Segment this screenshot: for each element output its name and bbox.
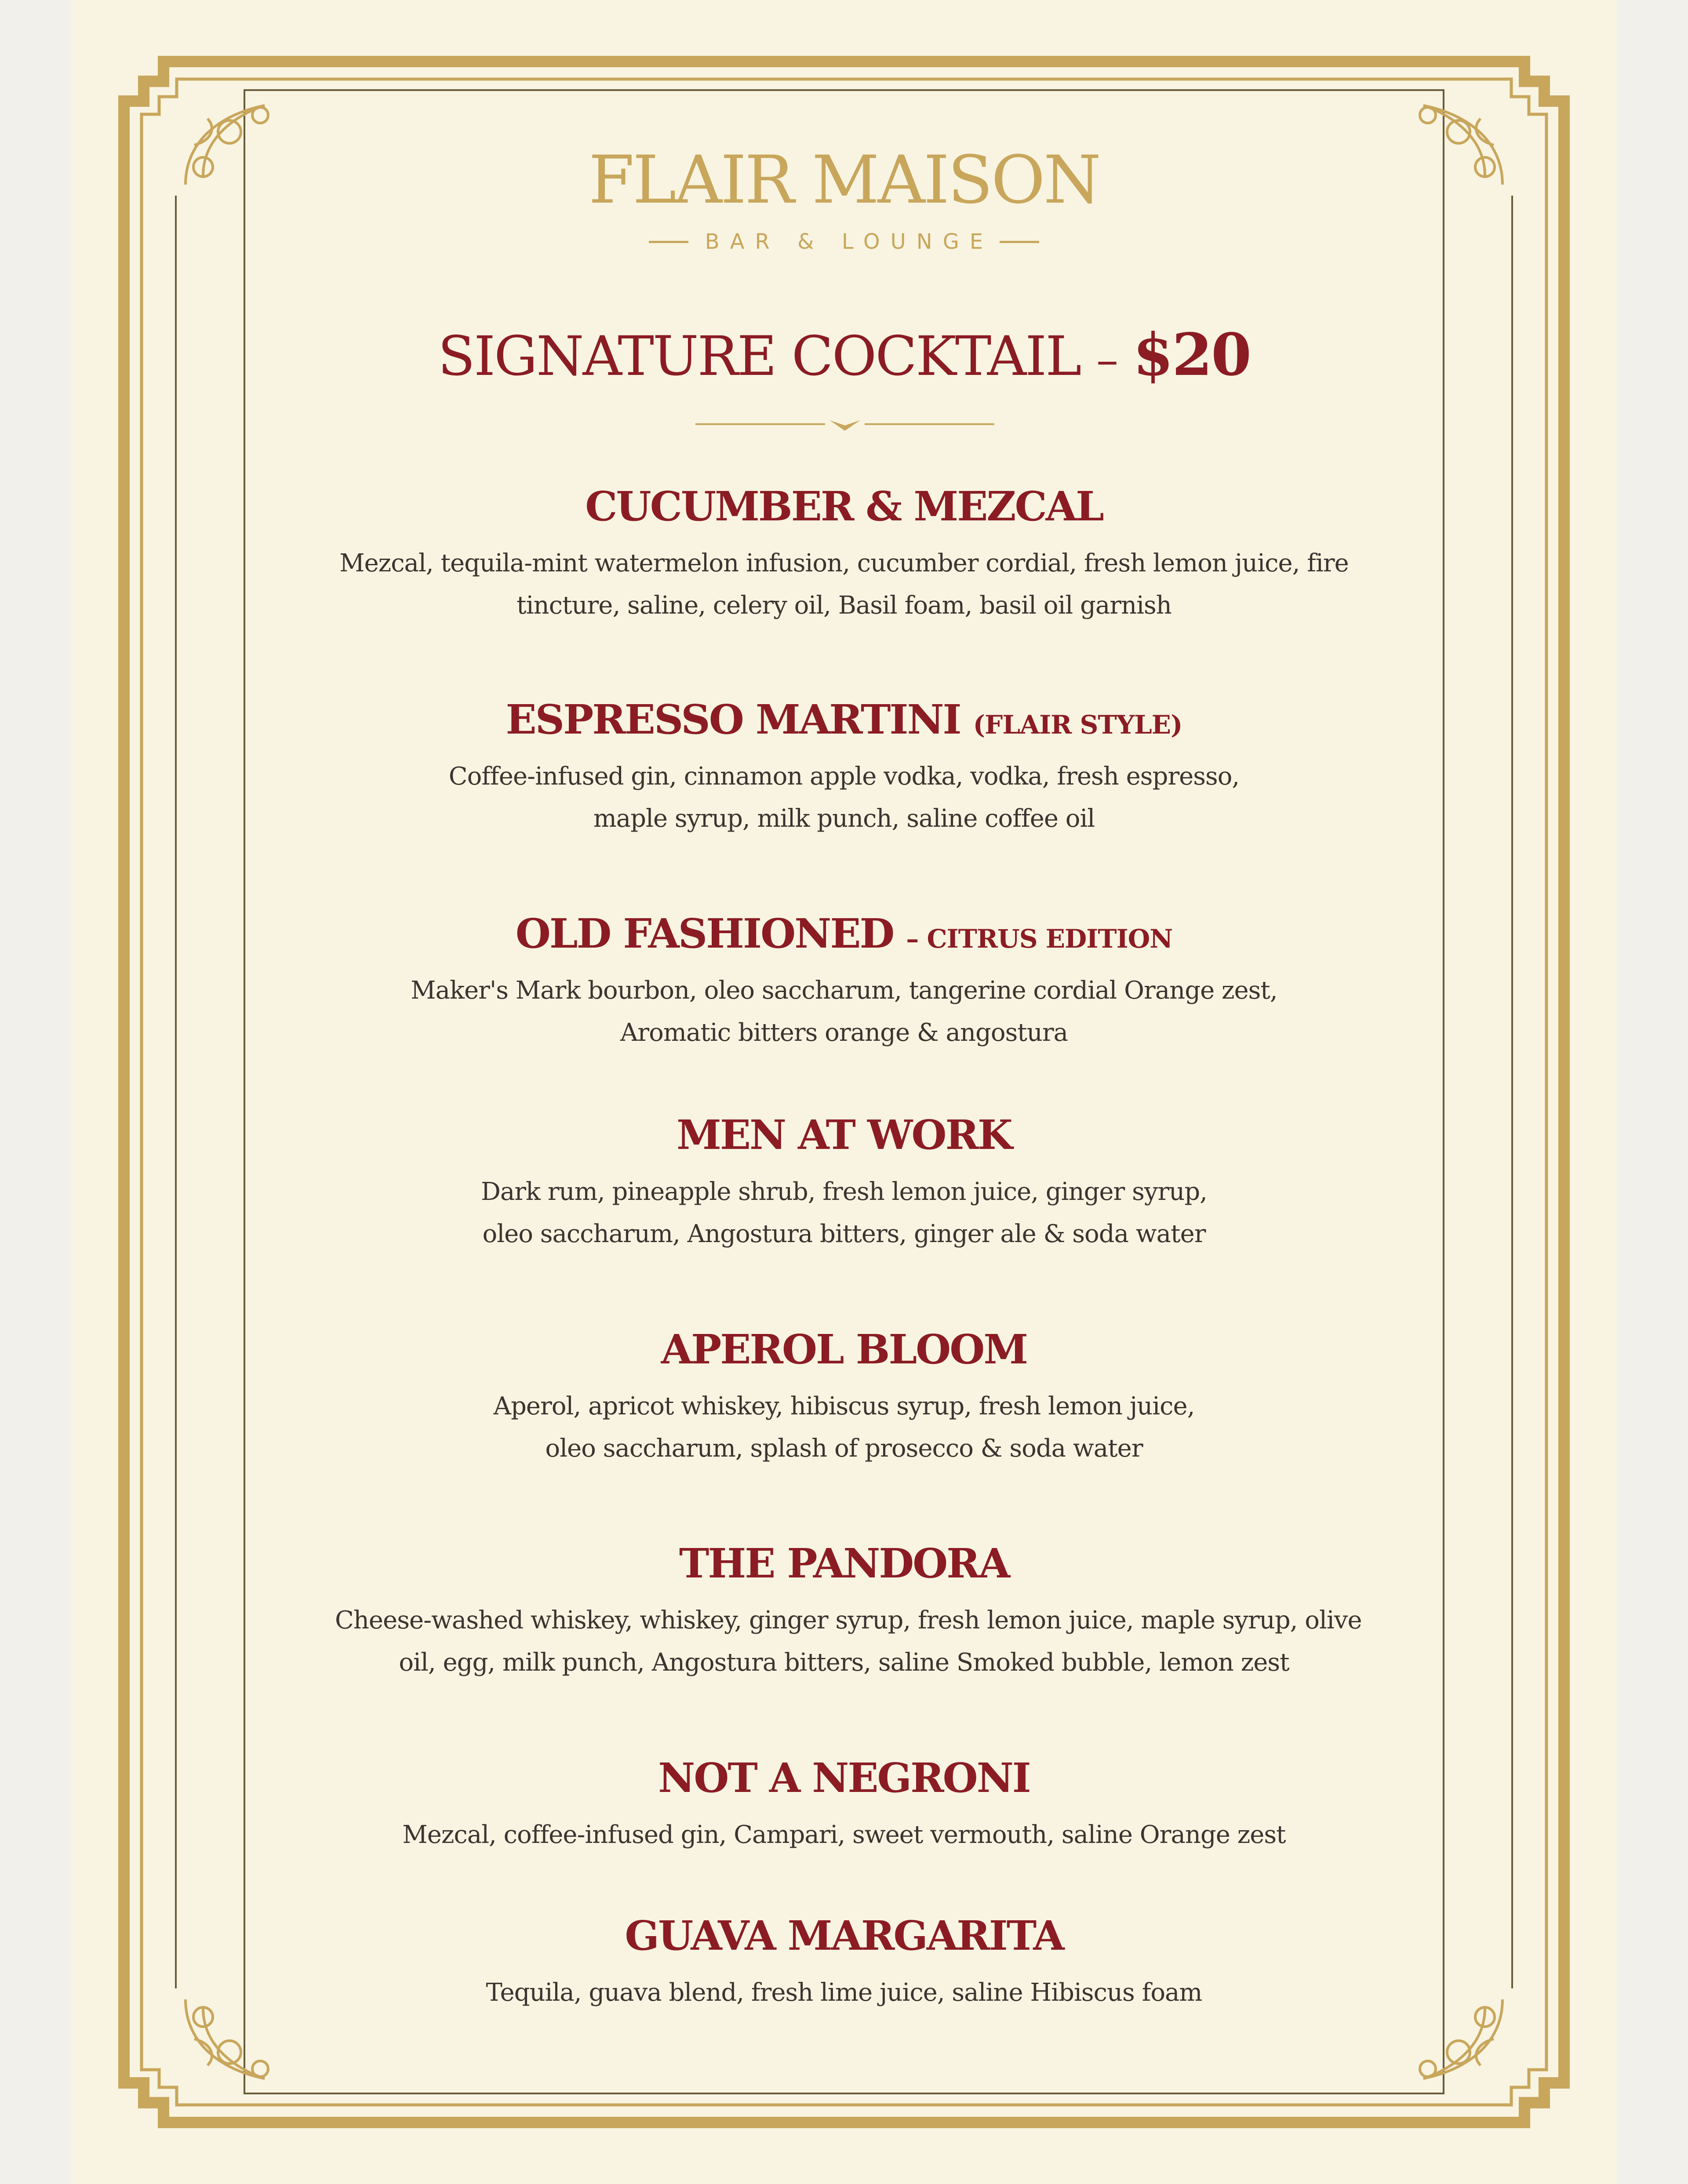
title-separator: – xyxy=(1096,334,1117,385)
menu-item-name: NOT A NEGRONI xyxy=(658,1754,1030,1802)
menu-item-description: Maker's Mark bourbon, oleo saccharum, tangerine cordial Orange zest, Aromatic bitters orange & angostura xyxy=(411,976,1277,1047)
brand-logo: FLAIR MAISON xyxy=(588,142,1100,218)
menu-item-tag: – CITRUS EDITION xyxy=(906,924,1173,954)
menu-item xyxy=(335,1755,1353,1856)
menu-item-name: OLD FASHIONED – CITRUS EDITION xyxy=(515,910,1173,957)
page-title xyxy=(71,323,1617,387)
menu-item-description: Aperol, apricot whiskey, hibiscus syrup, fresh lemon juice, oleo saccharum, splash of prosecco & soda water xyxy=(493,1392,1195,1463)
menu-item xyxy=(335,911,1353,1054)
menu-item-description: Dark rum, pineapple shrub, fresh lemon juice, ginger syrup, oleo saccharum, Angostura bitters, ginger ale & soda water xyxy=(481,1177,1207,1248)
menu-item-description: Mezcal, coffee-infused gin, Campari, sweet vermouth, saline Orange zest xyxy=(402,1820,1286,1849)
tagline-rule-left xyxy=(649,241,688,243)
menu-item-name: CUCUMBER & MEZCAL xyxy=(585,483,1103,530)
menu-item-name: APEROL BLOOM xyxy=(661,1326,1027,1373)
menu-title: SIGNATURE COCKTAIL xyxy=(438,325,1080,388)
menu-item-description: Cheese-washed whiskey, whiskey, ginger syrup, fresh lemon juice, maple syrup, olive oil, egg, milk punch, Angostura bitters, saline Smoked bubble, lemon zest xyxy=(335,1606,1362,1677)
menu-item-name: GUAVA MARGARITA xyxy=(625,1912,1063,1959)
brand-tagline-row xyxy=(71,229,1617,255)
menu-item xyxy=(335,1326,1353,1470)
menu-item xyxy=(335,483,1353,627)
menu-item xyxy=(335,1913,1353,2014)
menu-item-description: Tequila, guava blend, fresh lime juice, saline Hibiscus foam xyxy=(486,1978,1202,2007)
menu-item-tag: (FLAIR STYLE) xyxy=(973,710,1182,740)
brand-tagline: BAR & LOUNGE xyxy=(705,229,994,254)
tagline-rule-right xyxy=(1000,241,1039,243)
menu-item-name: MEN AT WORK xyxy=(677,1111,1011,1159)
menu-item-name: THE PANDORA xyxy=(679,1540,1009,1587)
menu-item xyxy=(335,1540,1362,1684)
menu-page xyxy=(71,0,1617,2184)
menu-price: $20 xyxy=(1133,321,1250,389)
menu-item xyxy=(335,697,1353,840)
menu-item-description: Coffee-infused gin, cinnamon apple vodka, vodka, fresh espresso, maple syrup, milk punch, saline coffee oil xyxy=(448,762,1240,833)
menu-item-name: ESPRESSO MARTINI (FLAIR STYLE) xyxy=(506,696,1182,743)
menu-item-description: Mezcal, tequila-mint watermelon infusion, cucumber cordial, fresh lemon juice, fire tincture, saline, celery oil, Basil foam, basil oil garnish xyxy=(339,549,1349,620)
menu-item xyxy=(335,1112,1353,1255)
title-divider-ornament xyxy=(695,413,994,435)
